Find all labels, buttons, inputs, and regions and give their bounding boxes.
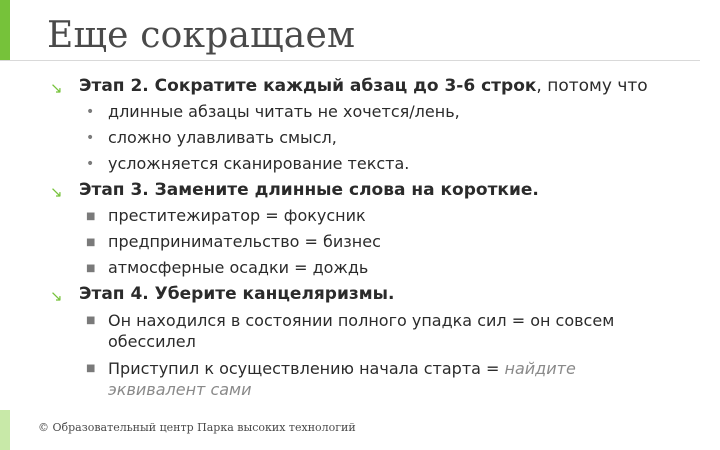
list-item: ■ Он находился в состоянии полного упадка сил = он совсем обессилел [86,311,615,351]
list-item: ■ атмосферные осадки = дождь [0,255,720,281]
slide-title: Еще сокращаем [47,15,356,56]
stage-2-label: Этап 2. Сократите каждый абзац до 3-6 строк [79,76,537,96]
arrow-down-right-icon: ↘ [50,183,63,201]
stage-2-rest: , потому что [536,76,648,96]
bullet-dot-icon: • [86,104,95,120]
stage-4 [0,281,720,403]
title-divider [0,60,700,61]
arrow-down-right-icon: ↘ [50,79,63,97]
square-bullet-icon: ■ [86,211,96,222]
list-item: ■ Приступил к осуществлению начала старта = найдите эквивалент сами [86,359,576,399]
square-bullet-icon: ■ [86,363,96,374]
list-item: • усложняется сканирование текста. [0,151,720,177]
square-bullet-icon: ■ [86,315,96,326]
stage-4-label: Этап 4. Уберите канцеляризмы. [79,284,395,304]
stage-3-label: Этап 3. Замените длинные слова на короткие. [79,180,539,200]
slide-content [0,73,720,403]
arrow-down-right-icon: ↘ [50,287,63,305]
accent-bar-bottom [0,410,10,450]
footer-copyright: © Образовательный центр Парка высоких технологий [38,421,356,434]
stage-2 [0,73,720,177]
list-item: • сложно улавливать смысл, [0,125,720,151]
stage-3 [0,177,720,281]
bullet-dot-icon: • [86,130,95,146]
accent-bar-top [0,0,10,60]
list-item: ■ предпринимательство = бизнес [0,229,720,255]
bullet-dot-icon: • [86,156,95,172]
list-item: ■ преститежиратор = фокусник [0,203,720,229]
square-bullet-icon: ■ [86,237,96,248]
list-item: • длинные абзацы читать не хочется/лень, [0,99,720,125]
square-bullet-icon: ■ [86,263,96,274]
